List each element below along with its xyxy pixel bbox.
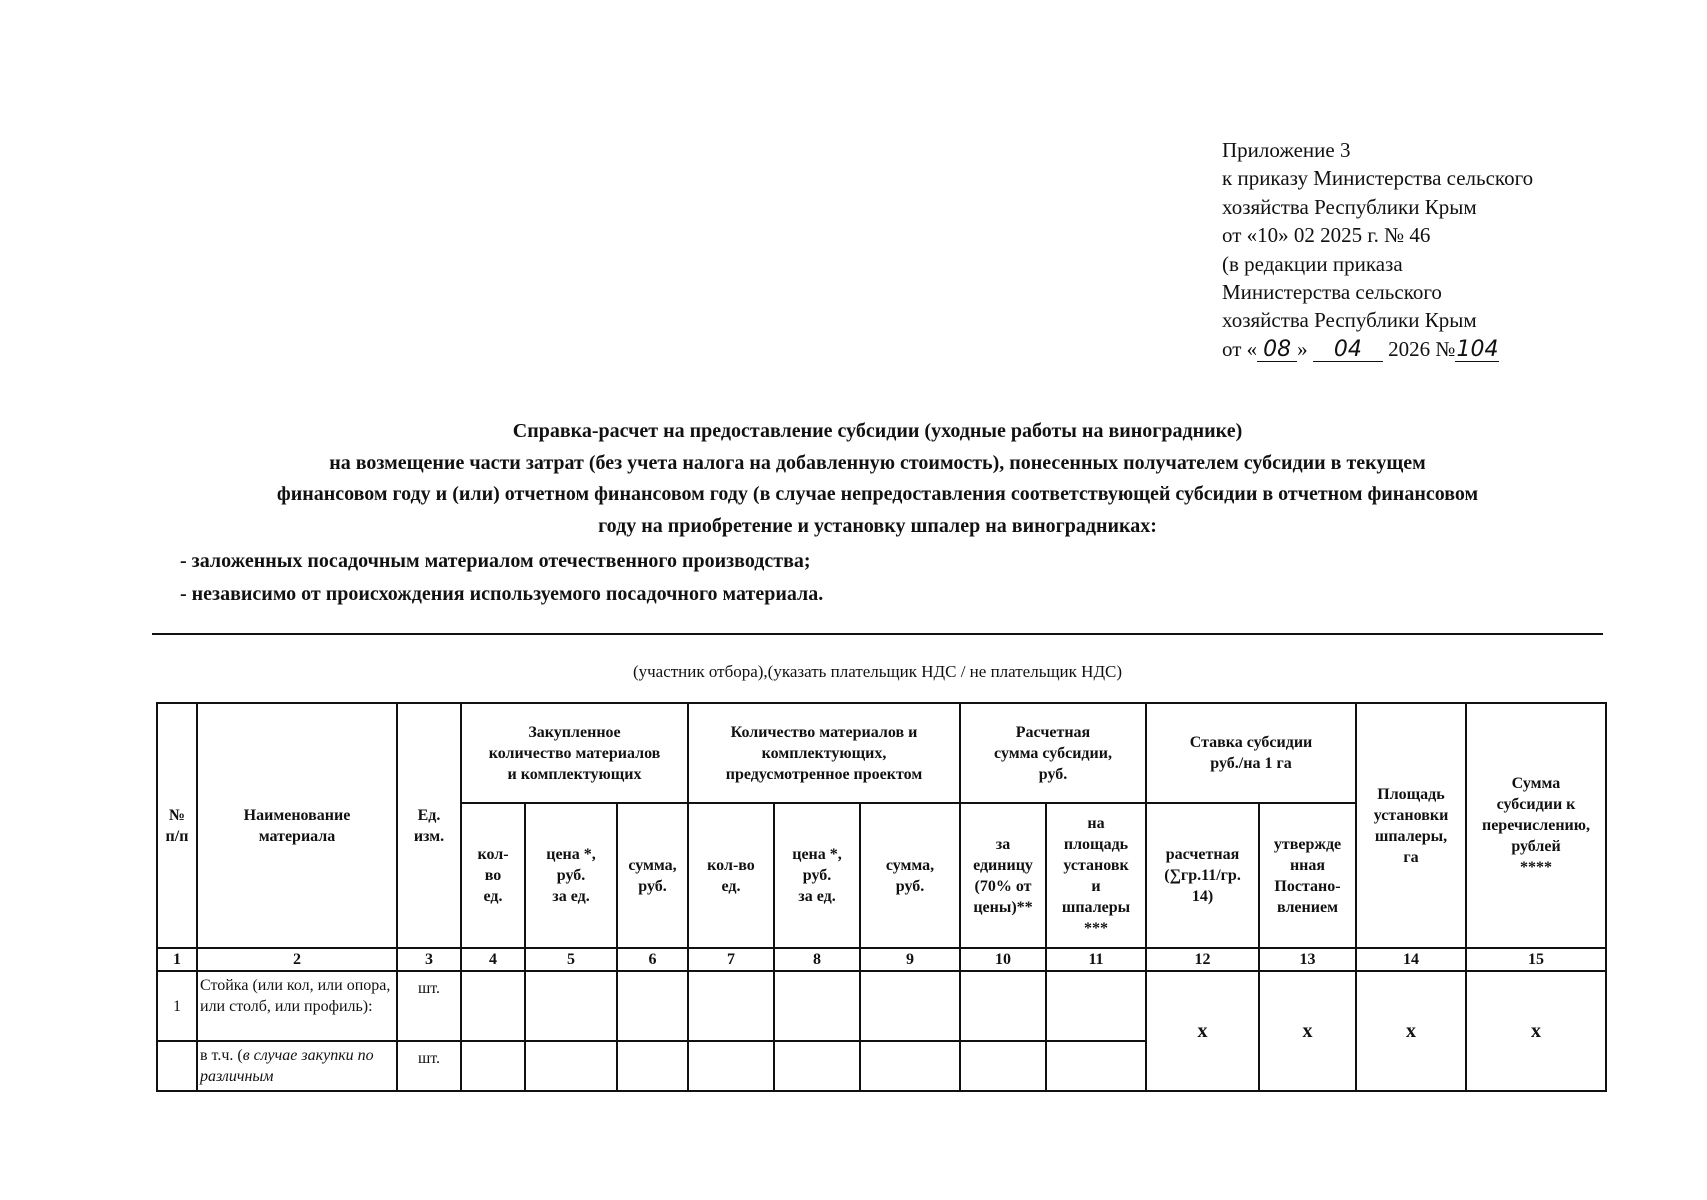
row-name-italic: в случае закупки по различным [200,1047,374,1085]
date-year: 2026 [1388,336,1431,361]
header-total: Сумма субсидии к перечислению, рублей **** [1466,703,1606,948]
header-per-area: на площадь установк и шпалеры *** [1046,803,1146,948]
col-number: 3 [397,948,461,971]
empty-cell [525,1041,617,1091]
empty-cell [960,1041,1046,1091]
col-number: 10 [960,948,1046,971]
document-title [150,416,1605,542]
col-number: 13 [1259,948,1356,971]
handwritten-month: 04 [1313,339,1383,362]
appendix-line: от «10» 02 2025 г. № 46 [1222,223,1431,248]
bullet-item: - заложенных посадочным материалом отечественного производства; [180,550,811,572]
header-group-calc-sum: Расчетная сумма субсидии, руб. [960,703,1146,803]
appendix-line: Приложение 3 [1222,138,1351,162]
empty-cell [461,971,525,1041]
row-material-name [197,1041,397,1091]
not-applicable-mark: x [1146,971,1259,1091]
date-prefix: от « [1222,336,1258,361]
empty-cell [525,971,617,1041]
empty-cell [774,1041,860,1091]
header-sum-project: сумма, руб. [860,803,960,948]
header-price: цена *, руб. за ед. [525,803,617,948]
col-number: 12 [1146,948,1259,971]
empty-cell [157,1041,197,1091]
appendix-line: (в редакции приказа [1222,251,1403,276]
appendix-line: хозяйства Республики Крым [1222,308,1477,333]
col-number: 6 [617,948,688,971]
participant-caption: (участник отбора),(указать плательщик НДС / не плательщик НДС) [632,662,1123,681]
empty-cell [617,971,688,1041]
title-line: на возмещение части затрат (без учета налога на добавленную стоимость), понесенных получателем субсидии в текущем [329,451,1426,474]
empty-cell [1046,1041,1146,1091]
appendix-block [1222,136,1533,363]
col-number: 1 [157,948,197,971]
row-unit: шт. [397,1041,461,1091]
header-price-project: цена *, руб. за ед. [774,803,860,948]
col-number: 5 [525,948,617,971]
header-rate-calc: расчетная (∑гр.11/гр. 14) [1146,803,1259,948]
appendix-line: к приказу Министерства сельского [1222,166,1534,191]
title-line: финансовом году и (или) отчетном финансовом году (в случае непредоставления соответствующей субсидии в отчетном финансовом [276,483,1479,505]
table-row [157,971,1606,1041]
header-sum: сумма, руб. [617,803,688,948]
not-applicable-mark: x [1259,971,1356,1091]
not-applicable-mark: x [1356,971,1466,1091]
col-number: 2 [197,948,397,971]
header-area: Площадь установки шпалеры, га [1356,703,1466,948]
empty-cell [617,1041,688,1091]
empty-cell [860,971,960,1041]
header-group-rate: Ставка субсидии руб./на 1 га [1146,703,1356,803]
participant-blank-line [152,633,1603,635]
header-unit: Ед. изм. [397,703,461,948]
header-group-project: Количество материалов и комплектующих, предусмотренное проектом [688,703,960,803]
column-numbers-row [157,948,1606,971]
date-mid: » [1297,336,1308,361]
header-qty-project: кол-во ед. [688,803,774,948]
col-number: 11 [1046,948,1146,971]
empty-cell [960,971,1046,1041]
empty-cell [688,1041,774,1091]
amendment-date-line [1222,335,1533,363]
empty-cell [774,971,860,1041]
calculation-table [156,702,1607,1092]
header-qty: кол- во ед. [461,803,525,948]
title-bullets [180,545,823,611]
col-number: 4 [461,948,525,971]
appendix-line: хозяйства Республики Крым [1222,194,1477,219]
empty-cell [860,1041,960,1091]
date-number-prefix: № [1435,336,1456,361]
not-applicable-mark: x [1466,971,1606,1091]
appendix-line: Министерства сельского [1222,280,1442,305]
header-per-unit: за единицу (70% от цены)** [960,803,1046,948]
col-number: 9 [860,948,960,971]
row-unit: шт. [397,971,461,1041]
handwritten-day: 08 [1257,339,1297,362]
bullet-item: - независимо от происхождения используемого посадочного материала. [180,583,824,605]
header-group-purchased: Закупленное количество материалов и комплектующих [461,703,688,803]
row-name-prefix: в т.ч. ( [200,1047,243,1064]
title-line: году на приобретение и установку шпалер на виноградниках: [598,514,1157,537]
col-number: 14 [1356,948,1466,971]
empty-cell [688,971,774,1041]
empty-cell [461,1041,525,1091]
row-number: 1 [157,971,197,1041]
row-material-name: Стойка (или кол, или опора, или столб, или профиль): [197,971,397,1041]
col-number: 7 [688,948,774,971]
header-name: Наименование материала [197,703,397,948]
handwritten-number: 104 [1456,336,1499,362]
header-num: № п/п [157,703,197,948]
header-rate-approved: утвержде нная Постано- влением [1259,803,1356,948]
title-line: Справка-расчет на предоставление субсидии (уходные работы на винограднике) [512,420,1243,442]
col-number: 15 [1466,948,1606,971]
col-number: 8 [774,948,860,971]
empty-cell [1046,971,1146,1041]
